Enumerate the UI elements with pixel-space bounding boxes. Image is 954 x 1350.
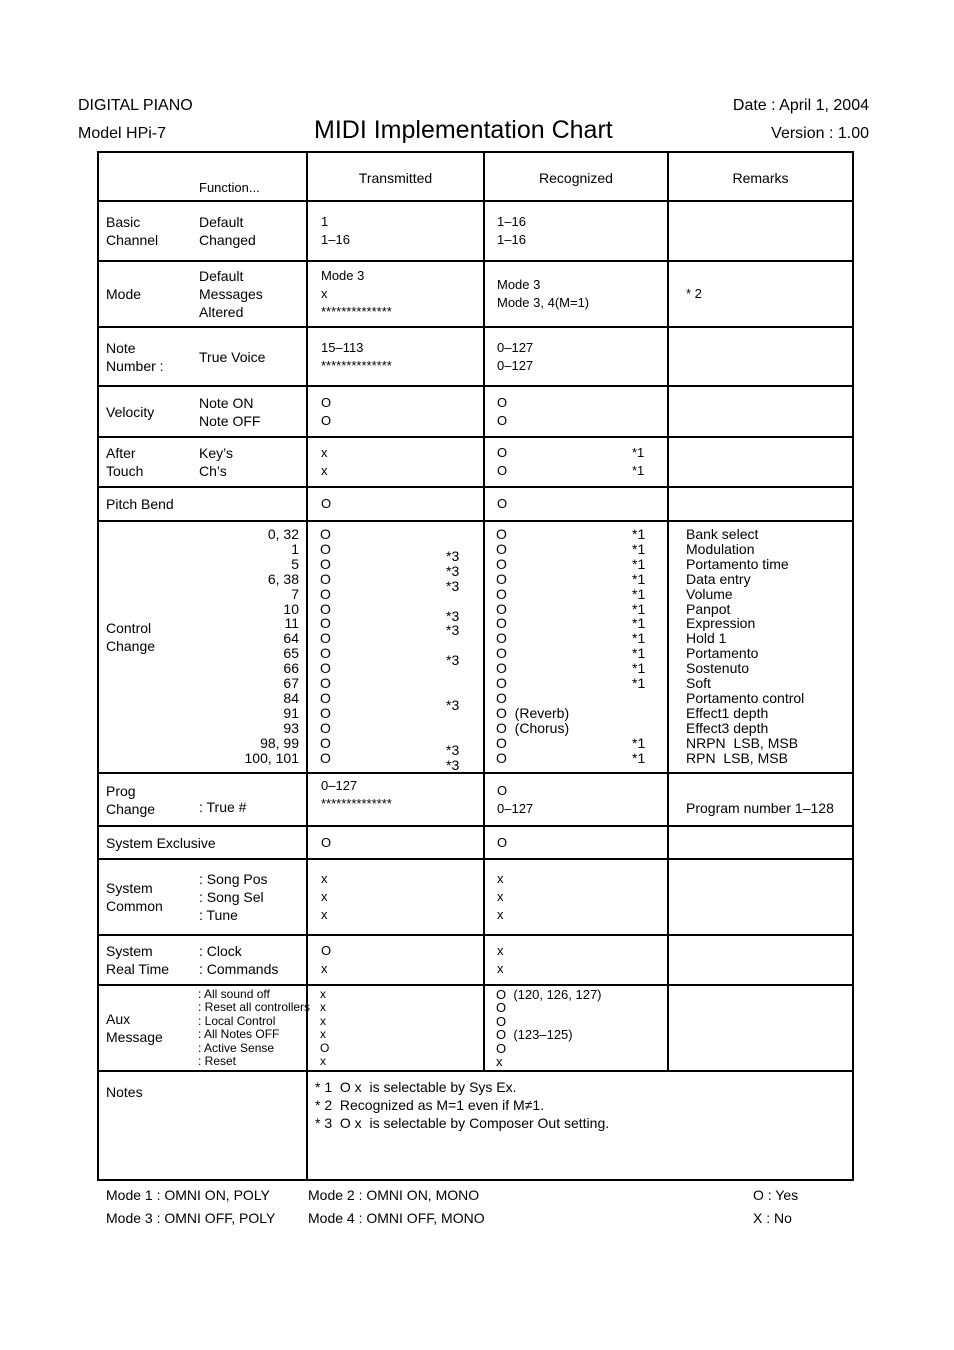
- row-line: [97, 520, 854, 522]
- remarks-value: * 2: [686, 286, 702, 301]
- row-sublabel: : All sound off : Reset all controllers : Local Control : All Notes OFF : Active Sense : Reset: [198, 987, 311, 1069]
- row-line: [97, 1179, 854, 1181]
- transmitted-value: Mode 3 x **************: [321, 268, 392, 319]
- transmitted-footnote: *3 *3 *3 *3 *3 *3 *3 *3 *3: [446, 547, 460, 773]
- row-sublabel: Default Messages Altered: [199, 268, 263, 320]
- recognized-value: O: [497, 834, 508, 850]
- column-header-remarks: Remarks: [732, 170, 789, 186]
- transmitted-value: 15–113 **************: [321, 339, 392, 373]
- version-label: Version : 1.00: [771, 125, 869, 142]
- control-numbers: 0, 32 1 5 6, 38 7 10 11 64 65 66 67 84 91 93 98, 99 100, 101: [244, 526, 299, 766]
- legend-mode4: Mode 4 : OMNI OFF, MONO: [308, 1210, 485, 1226]
- transmitted-value: O x: [321, 943, 332, 976]
- transmitted-value: 0–127 **************: [321, 777, 392, 811]
- legend-mode1: Mode 1 : OMNI ON, POLY: [106, 1187, 270, 1203]
- row-sublabel: Note ON Note OFF: [199, 394, 261, 429]
- row-label: Velocity: [106, 403, 155, 420]
- recognized-value: 1–16 1–16: [497, 214, 526, 247]
- row-line: [97, 151, 854, 153]
- row-sublabel: Default Changed: [199, 214, 256, 248]
- recognized-value: O O: [497, 445, 508, 478]
- recognized-value: O: [497, 496, 508, 511]
- product-name: DIGITAL PIANO: [78, 97, 193, 114]
- table-border-right: [852, 151, 854, 1180]
- legend-no: X : No: [753, 1210, 792, 1226]
- row-label: Aux Message: [106, 1011, 163, 1045]
- transmitted-value: O O O O O O O O O O O O O O O O: [320, 526, 331, 766]
- row-line: [97, 984, 854, 986]
- transmitted-value: O O: [321, 394, 332, 428]
- recognized-footnote: *1 *1 *1 *1 *1 *1 *1 *1 *1 *1 *1 *1 *1: [632, 526, 646, 766]
- remarks-value: Bank select Modulation Portamento time Data entry Volume Panpot Expression Hold 1 Portamento Sostenuto Soft Portamento control Effect1 depth Effect3 depth NRPN LSB, MSB RPN LSB, MSB: [686, 526, 805, 766]
- column-header-function: Function...: [199, 180, 260, 195]
- row-label: Pitch Bend: [106, 496, 174, 512]
- page-title: MIDI Implementation Chart: [314, 116, 613, 144]
- model-name: Model HPi-7: [78, 125, 167, 142]
- recognized-value: O 0–127: [497, 782, 534, 816]
- transmitted-value: O: [321, 496, 332, 511]
- transmitted-value: x x x: [321, 871, 328, 922]
- row-label: Basic Channel: [106, 214, 159, 248]
- recognized-value: x x x: [497, 871, 504, 922]
- row-line: [97, 1070, 854, 1072]
- row-label: System Exclusive: [106, 834, 216, 851]
- transmitted-value: x x x x O x: [320, 987, 330, 1069]
- column-header-transmitted: Transmitted: [358, 170, 433, 186]
- recognized-footnote: *1 *1: [632, 445, 645, 478]
- remarks-value: Program number 1–128: [686, 800, 834, 816]
- row-sublabel: True Voice: [199, 348, 266, 365]
- row-label: System Common: [106, 880, 163, 914]
- recognized-value: Mode 3 Mode 3, 4(M=1): [497, 277, 590, 310]
- row-sublabel: Key’s Ch’s: [199, 445, 233, 479]
- transmitted-value: x x: [321, 445, 328, 478]
- column-header-recognized: Recognized: [539, 170, 613, 186]
- row-sublabel: : True #: [199, 799, 247, 815]
- recognized-value: O O: [497, 394, 508, 428]
- recognized-value: O O O O O O O O O O O O O (Reverb) O (Chorus) O O: [496, 526, 570, 766]
- transmitted-value: O: [321, 834, 332, 850]
- legend-mode3: Mode 3 : OMNI OFF, POLY: [106, 1210, 276, 1226]
- row-label: Notes: [106, 1084, 143, 1100]
- row-label: System Real Time: [106, 943, 170, 977]
- recognized-value: O (120, 126, 127) O O O (123–125) O x: [496, 987, 602, 1070]
- transmitted-value: 1 1–16: [321, 214, 350, 247]
- row-sublabel: : Clock : Commands: [199, 943, 279, 977]
- row-line: [97, 772, 854, 774]
- recognized-value: 0–127 0–127: [497, 339, 534, 373]
- row-label: After Touch: [106, 445, 144, 479]
- legend-mode2: Mode 2 : OMNI ON, MONO: [308, 1187, 480, 1203]
- row-label: Control Change: [106, 620, 156, 654]
- date-label: Date : April 1, 2004: [732, 97, 869, 114]
- row-label: Note Number :: [106, 339, 164, 374]
- row-line: [97, 486, 854, 488]
- table-border-left: [97, 151, 99, 1180]
- legend-yes: O : Yes: [753, 1187, 799, 1203]
- row-label: Mode: [106, 286, 142, 302]
- notes-text: * 1 O x is selectable by Sys Ex. * 2 Recognized as M=1 even if M≠1. * 3 O x is selectable by Composer Out setting.: [315, 1079, 610, 1131]
- row-sublabel: : Song Pos : Song Sel : Tune: [199, 871, 268, 923]
- recognized-value: x x: [497, 943, 504, 976]
- row-label: Prog Change: [106, 782, 156, 817]
